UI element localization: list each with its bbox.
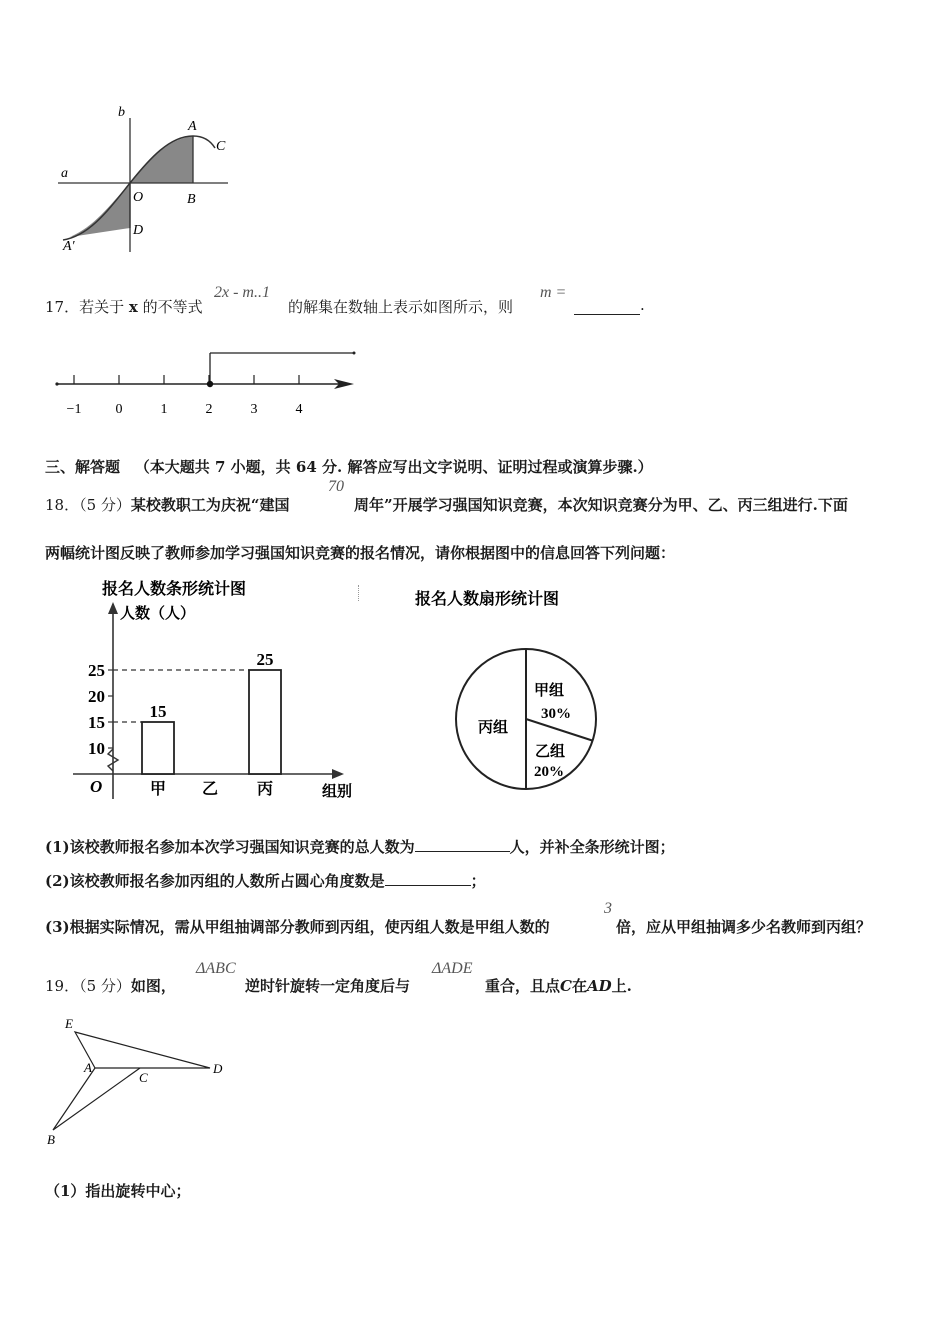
q17-period: . [640, 296, 645, 314]
x-axis-arrow [332, 769, 344, 779]
chart-separator [358, 585, 359, 601]
label-B: B [187, 192, 196, 207]
q18-text1: 某校教职工为庆祝“建国 [130, 496, 290, 514]
number-line-tick-label: −1 [66, 402, 82, 417]
q19-post3: 上. [611, 977, 632, 995]
label-A: A [188, 119, 197, 134]
pie-label-yi: 乙组 [535, 742, 566, 760]
label-a: a [61, 166, 68, 181]
q17-inequality: 2x - m..1 [214, 284, 270, 301]
number-line-tick-label: 1 [160, 402, 168, 417]
triangle-abc [53, 1068, 140, 1130]
q18-seventy: 70 [328, 478, 344, 495]
category-label: 甲 [149, 779, 167, 798]
pie-percent-yi: 20% [534, 764, 564, 780]
q17-post: 的解集在数轴上表示如图所示，则 [288, 298, 514, 316]
section-3-desc: （本大题共 7 小题，共 64 分. 解答应写出文字说明、证明过程或演算步骤.） [134, 458, 653, 476]
q19-tail [485, 975, 632, 996]
q19-C: C [560, 977, 572, 995]
shaded-region-right [130, 136, 193, 183]
number-line-tick-label: 2 [205, 402, 213, 417]
origin-label: O [90, 777, 103, 796]
q17-pre: 若关于 [79, 298, 125, 316]
bar-data-label: 25 [256, 650, 274, 669]
fig19-label-A: A [84, 1060, 92, 1075]
q19-score: （5 分） [79, 977, 131, 995]
label-C: C [216, 139, 226, 154]
y-tick-label: 25 [88, 661, 105, 680]
q19-mid: 逆时针旋转一定角度后与 [245, 977, 411, 995]
q18-sub3-b: 倍，应从甲组抽调多少名教师到丙组？ [616, 918, 872, 936]
category-label: 丙 [256, 779, 274, 798]
q17-mid: 的不等式 [142, 298, 203, 316]
label-D: D [133, 223, 144, 238]
q18-score: （5 分） [79, 496, 131, 514]
bar-丙 [249, 670, 281, 774]
category-label: 乙 [201, 779, 219, 798]
pie-chart-title: 报名人数扇形统计图 [415, 589, 560, 608]
section-3-title: 三、解答题 [45, 458, 121, 476]
q19-post2: 在 [571, 977, 587, 995]
bar-chart [70, 574, 370, 804]
number-line [52, 344, 372, 424]
q19-ade: ΔADE [432, 960, 473, 977]
y-tick-label: 15 [88, 713, 105, 732]
number-line-tick-label: 3 [250, 402, 258, 417]
q19-number: 19． [45, 977, 80, 995]
q18-sub2-text: (2)该校教师报名参加丙组的人数所占圆心角度数是 [45, 872, 385, 890]
bar-chart-ylabel: 人数（人） [120, 604, 196, 622]
number-line-tick-label: 0 [115, 402, 123, 417]
q19-post1: 重合，且点 [485, 977, 561, 995]
q18-sub1 [45, 836, 675, 857]
q18-line-1 [45, 494, 290, 515]
bar-chart-title: 报名人数条形统计图 [102, 579, 247, 598]
fig19-label-B: B [47, 1132, 55, 1147]
pie-chart [410, 580, 630, 805]
q18-sub1-b: 人，并补全条形统计图； [509, 838, 675, 856]
solution-start-point [207, 381, 213, 387]
q19-pre: 如图， [130, 977, 176, 995]
y-axis-arrow [108, 602, 118, 614]
curve-figure [55, 100, 240, 260]
section-3-heading [45, 456, 653, 477]
q19-abc: ΔABC [196, 960, 236, 977]
number-line-tick-label: 4 [295, 402, 303, 417]
y-tick-label: 10 [88, 739, 105, 758]
rotation-figure [45, 1012, 245, 1152]
label-O: O [133, 190, 144, 205]
q18-sub1-a: (1)该校教师报名参加本次学习强国知识竞赛的总人数为 [45, 838, 415, 856]
label-A-prime: A′ [63, 239, 75, 254]
x-axis-label: 组别 [322, 782, 353, 800]
q19-lead [45, 975, 176, 996]
q17-answer-blank[interactable] [574, 300, 640, 319]
question-17 [45, 296, 203, 317]
q17-x: x [128, 298, 138, 316]
q18-sub2-end: ； [470, 872, 486, 890]
fig19-label-C: C [139, 1070, 148, 1085]
q18-number: 18． [45, 496, 80, 514]
q18-sub3-num: 3 [604, 900, 612, 917]
q17-number: 17． [45, 298, 80, 316]
q18-sub2-blank[interactable] [385, 871, 471, 886]
bar-data-label: 15 [149, 702, 167, 721]
q18-sub3-a: (3)根据实际情况，需从甲组抽调部分教师到丙组，使丙组人数是甲组人数的 [45, 918, 550, 936]
pie-percent-jia: 30% [541, 706, 571, 722]
q18-sub2 [45, 870, 486, 891]
q19-sub1: （1）指出旋转中心； [45, 1182, 191, 1200]
bar-甲 [142, 722, 174, 774]
triangle-ade [75, 1032, 210, 1068]
y-tick-label: 20 [88, 687, 105, 706]
q19-AD: AD [586, 977, 612, 995]
q17-m-equals: m = [540, 284, 567, 301]
label-b: b [118, 105, 125, 120]
shaded-region-left [70, 183, 130, 237]
q18-line-2: 两幅统计图反映了教师参加学习强国知识竞赛的报名情况，请你根据图中的信息回答下列问题： [45, 544, 676, 562]
fig19-label-D: D [213, 1061, 223, 1076]
solution-end-dot [353, 352, 356, 355]
fig19-label-E: E [65, 1016, 73, 1031]
q18-sub1-blank[interactable] [415, 837, 510, 852]
q18-text2: 周年”开展学习强国知识竞赛，本次知识竞赛分为甲、乙、丙三组进行.下面 [354, 496, 848, 514]
pie-label-jia: 甲组 [534, 681, 565, 699]
number-line-start-dot [55, 382, 58, 385]
pie-label-bing: 丙组 [478, 718, 509, 736]
